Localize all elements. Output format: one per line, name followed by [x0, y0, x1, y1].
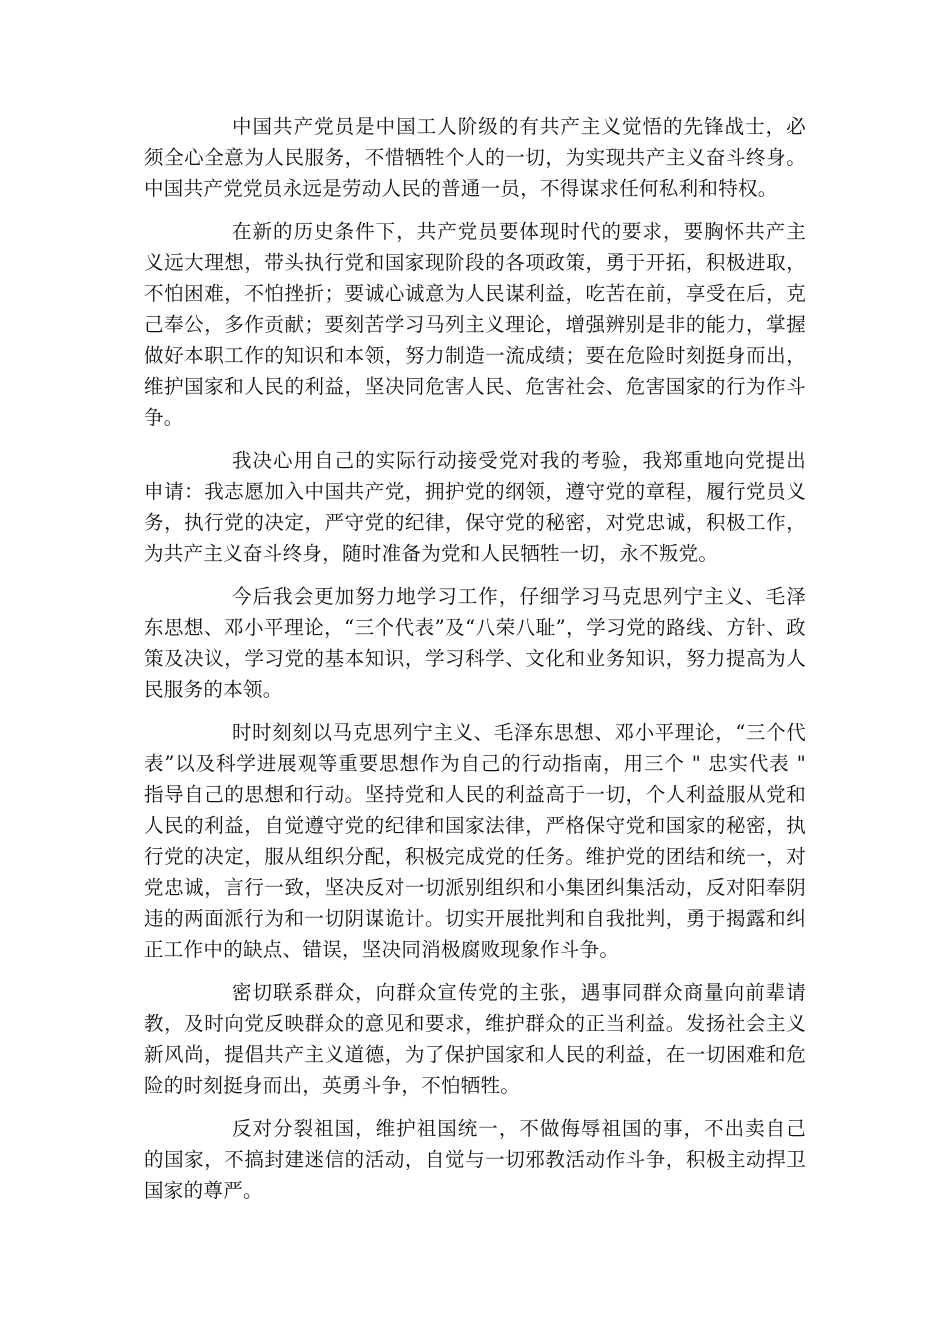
- paragraph-6: 密切联系群众，向群众宣传党的主张，遇事同群众商量向前辈请教，及时向党反映群众的意见和要求，维护群众的正当利益。发扬社会主义新风尚，提倡共产主义道德，为了保护国家和人民的利益，在一切困难和危险的时刻挺身而出，英勇斗争，不怕牺牲。: [144, 981, 806, 1097]
- paragraph-4: 今后我会更加努力地学习工作，仔细学习马克思列宁主义、毛泽东思想、邓小平理论，“三个代表”及“八荣八耻”，学习党的路线、方针、政策及决议，学习党的基本知识，学习科学、文化和业务知识，努力提高为人民服务的本领。: [144, 585, 806, 701]
- document-body: [144, 111, 806, 1218]
- paragraph-2: 在新的历史条件下，共产党员要体现时代的要求，要胸怀共产主义远大理想，带头执行党和国家现阶段的各项政策，勇于开拓，积极进取，不怕困难，不怕挫折；要诚心诚意为人民谋利益，吃苦在前，享受在后，克己奉公，多作贡献；要刻苦学习马列主义理论，增强辨别是非的能力，掌握做好本职工作的知识和本领，努力制造一流成绩；要在危险时刻挺身而出，维护国家和人民的利益，坚决同危害人民、危害社会、危害国家的行为作斗争。: [144, 220, 806, 429]
- paragraph-1: 中国共产党员是中国工人阶级的有共产主义觉悟的先锋战士，必须全心全意为人民服务，不惜牺牲个人的一切，为实现共产主义奋斗终身。中国共产党党员永远是劳动人民的普通一员，不得谋求任何私利和特权。: [144, 115, 806, 200]
- paragraph-3: 我决心用自己的实际行动接受党对我的考验，我郑重地向党提出申请：我志愿加入中国共产党，拥护党的纲领，遵守党的章程，履行党员义务，执行党的决定，严守党的纪律，保守党的秘密，对党忠诚，积极工作，为共产主义奋斗终身，随时准备为党和人民牺牲一切，永不叛党。: [144, 449, 806, 565]
- paragraph-5: 时时刻刻以马克思列宁主义、毛泽东思想、邓小平理论，“三个代表”以及科学进展观等重要思想作为自己的行动指南，用三个 " 忠实代表 " 指导自己的思想和行动。坚持党和人民的利益高于一切，个人利益服从党和人民的利益，自觉遵守党的纪律和国家法律，严格保守党和国家的秘密，执行党的决定，服从组织分配，积极完成党的任务。维护党的团结和统一，对党忠诚，言行一致，坚决反对一切派别组织和小集团纠集活动，反对阳奉阴违的两面派行为和一切阴谋诡计。切实开展批判和自我批判，勇于揭露和纠正工作中的缺点、错误，坚决同消极腐败现象作斗争。: [144, 721, 806, 961]
- paragraph-7: 反对分裂祖国，维护祖国统一，不做侮辱祖国的事，不出卖自己的国家，不搞封建迷信的活动，自觉与一切邪教活动作斗争，积极主动捍卫国家的尊严。: [144, 1117, 806, 1202]
